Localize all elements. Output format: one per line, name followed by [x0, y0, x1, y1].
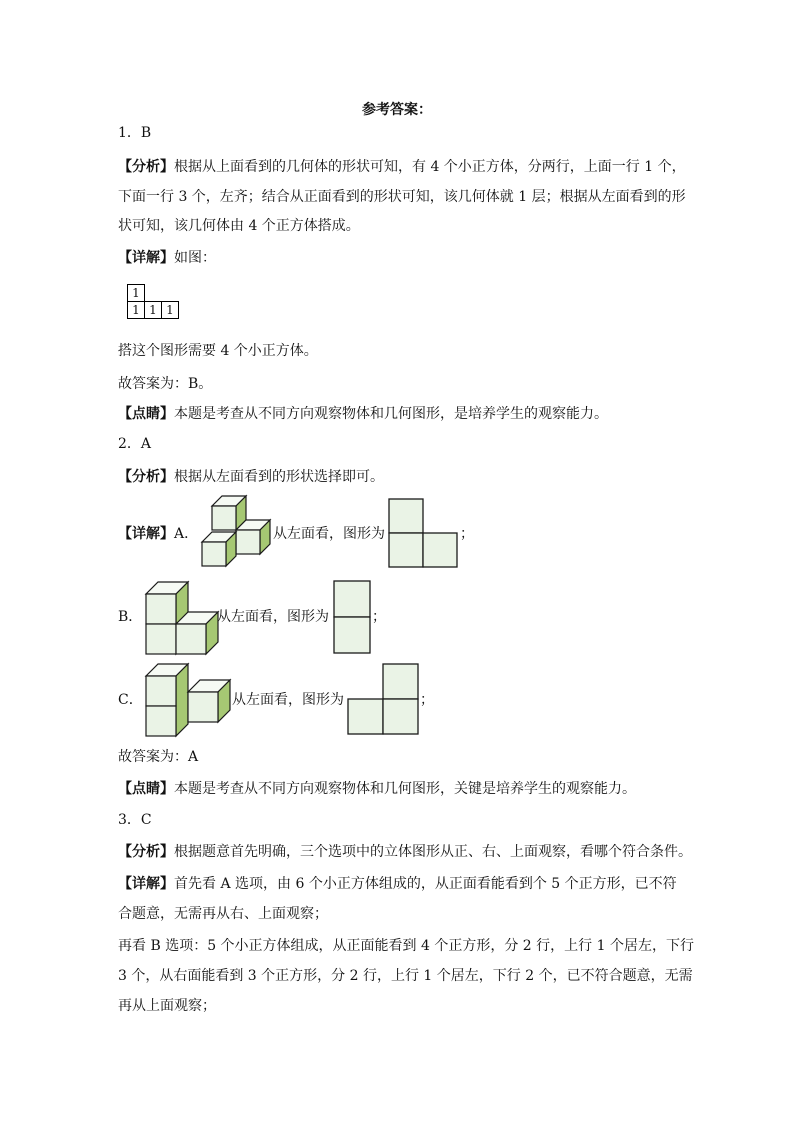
q1-analysis-text: 根据从上面看到的几何体的形状可知，有 4 个小正方体，分两行，上面一行 1 个， [174, 159, 686, 175]
q3-detail-line-5: 再从上面观察； [118, 998, 216, 1014]
q1-after-text: 搭这个图形需要 4 个小正方体。 [118, 343, 318, 359]
q2-option-c-view-text: 从左面看，图形为 [232, 692, 344, 708]
q1-detail-text: 如图： [174, 250, 216, 266]
q3-detail-line-1 [118, 874, 677, 894]
q2-option-c: C． [118, 692, 143, 708]
q1-count-grid [127, 284, 179, 319]
q1-analysis-line-3: 状可知，该几何体由 4 个正方体搭成。 [118, 218, 360, 234]
q2-option-a-label [118, 524, 198, 544]
q2-option-b: B． [118, 609, 143, 625]
q3-analysis-line [118, 842, 692, 862]
q3-analysis-tag: 【分析】 [118, 844, 174, 860]
left-view-a [388, 498, 458, 568]
q2-comment-tag: 【点睛】 [118, 781, 174, 797]
q2-option-b-end: ； [372, 609, 386, 625]
q2-number: 2．A [118, 436, 152, 452]
grid-cell-empty [145, 285, 162, 302]
cube-figure-c [144, 660, 234, 738]
left-view-b [333, 580, 371, 654]
q3-detail-line-2: 合题意，无需再从右、上面观察； [118, 906, 328, 922]
q1-comment-tag: 【点睛】 [118, 406, 174, 422]
q3-detail-line-4: 3 个，从右面能看到 3 个正方形，分 2 行，上行 1 个居左，下行 2 个，已不符合题意，无需 [118, 968, 693, 984]
q1-comment-line [118, 404, 608, 424]
q2-comment-text: 本题是考查从不同方向观察物体和几何图形，关键是培养学生的观察能力。 [174, 781, 636, 797]
q1-analysis-tag: 【分析】 [118, 159, 174, 175]
q2-analysis-text: 根据从左面看到的形状选择即可。 [174, 469, 384, 485]
left-view-c [347, 663, 419, 735]
q2-option-a: A． [174, 526, 199, 542]
q1-detail-tag: 【详解】 [118, 250, 174, 266]
q2-answer: 故答案为：A [118, 749, 199, 765]
q1-detail-line [118, 248, 216, 268]
grid-cell-bottom: 1 [128, 302, 145, 319]
q3-number: 3．C [118, 812, 152, 828]
grid-cell-bottom: 1 [145, 302, 162, 319]
q3-analysis-text: 根据题意首先明确，三个选项中的立体图形从正、右、上面观察，看哪个符合条件。 [174, 844, 692, 860]
q3-detail-tag: 【详解】 [118, 876, 174, 892]
q1-number: 1．B [118, 125, 152, 141]
q2-analysis-line [118, 467, 384, 487]
q1-answer: 故答案为：B。 [118, 376, 213, 392]
q1-analysis-line-2: 下面一行 3 个，左齐；结合从正面看到的形状可知，该几何体就 1 层；根据从左面看到的形 [118, 189, 686, 205]
q1-comment-text: 本题是考查从不同方向观察物体和几何图形，是培养学生的观察能力。 [174, 406, 608, 422]
q3-detail-text: 首先看 A 选项，由 6 个小正方体组成的，从正面看能看到个 5 个正方形，已不符 [174, 876, 677, 892]
q2-comment-line [118, 779, 636, 799]
q2-option-a-view-text: 从左面看，图形为 [273, 526, 385, 542]
q2-analysis-tag: 【分析】 [118, 469, 174, 485]
grid-cell-top: 1 [128, 285, 145, 302]
q1-analysis-line-1 [118, 157, 686, 177]
cube-figure-b [144, 578, 220, 654]
q2-detail-tag: 【详解】 [118, 526, 174, 542]
grid-cell-bottom: 1 [162, 302, 179, 319]
q2-option-b-view-text: 从左面看，图形为 [217, 609, 329, 625]
q2-option-a-end: ； [460, 526, 474, 542]
grid-cell-empty [162, 285, 179, 302]
q3-detail-line-3: 再看 B 选项：5 个小正方体组成，从正面能看到 4 个正方形，分 2 行，上行 1 个居左，下行 [118, 938, 694, 954]
q2-option-c-end: ； [420, 692, 434, 708]
page-title: 参考答案： [362, 102, 432, 118]
cube-figure-a [200, 494, 276, 572]
